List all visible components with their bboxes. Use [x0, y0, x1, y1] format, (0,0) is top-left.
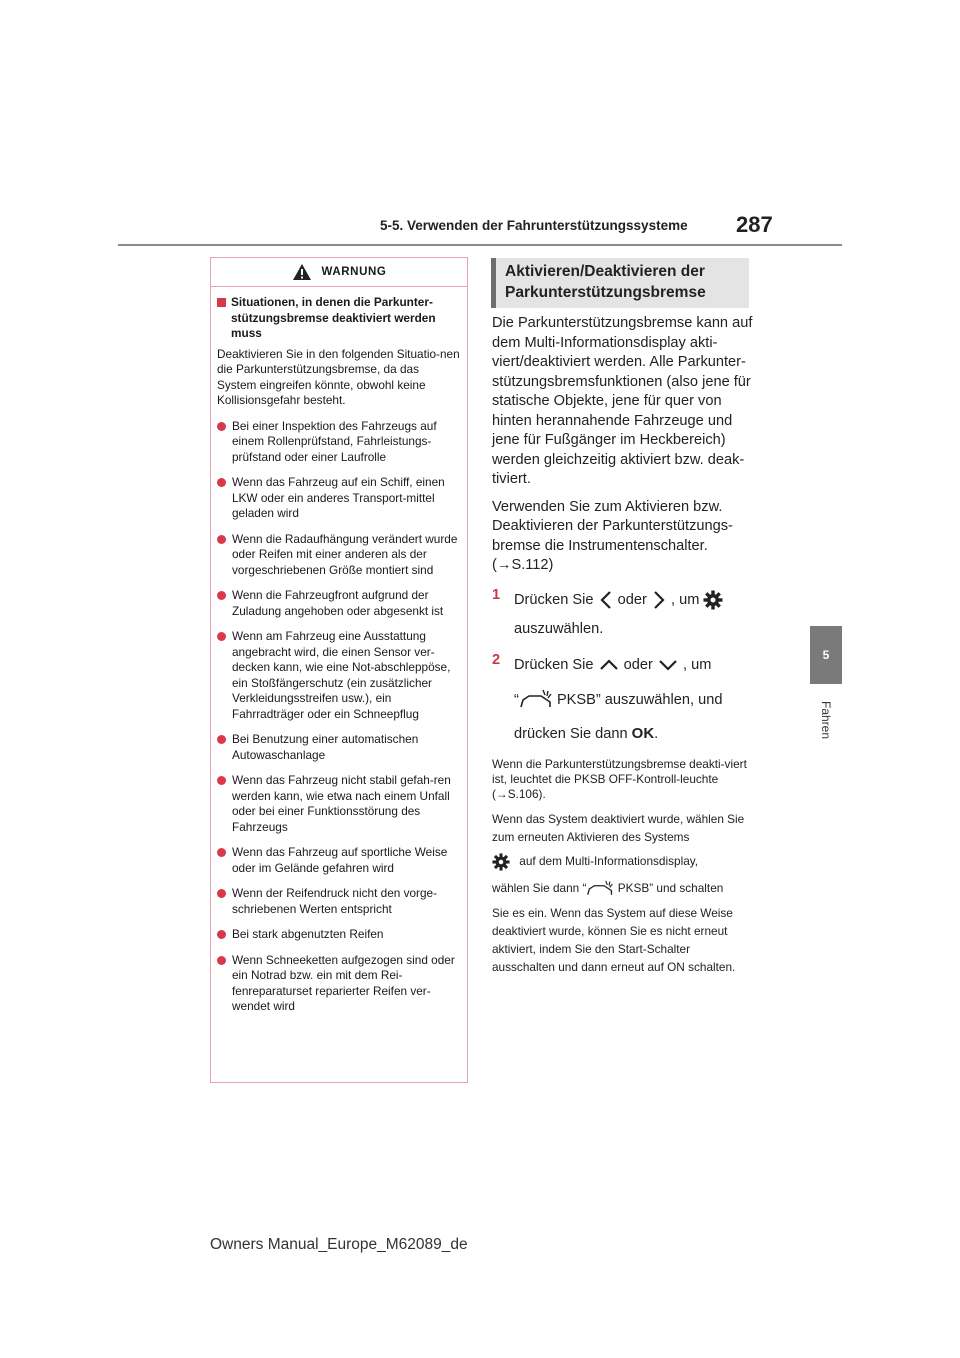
step-1	[492, 586, 754, 640]
section-heading: Aktivieren/Deaktivieren der Parkunterstützungsbremse	[491, 258, 749, 308]
step-text: .	[654, 726, 659, 742]
list-item-text: Wenn das Fahrzeug nicht stabil gefah-ren werden kann, wie etwa nach einem Unfall oder bei einer Funktionsstörung des Fahrzeugs	[232, 773, 451, 834]
step-2	[492, 651, 754, 747]
list-item-text: Wenn das Fahrzeug auf ein Schiff, einen LKW oder ein anderes Transport-mittel geladen wird	[232, 475, 445, 520]
list-item	[217, 886, 461, 917]
warning-header	[211, 258, 467, 287]
note: Wenn die Parkunterstützungsbremse deakti-viert ist, leuchtet die PKSB OFF-Kontroll-leuchte (→S.106).	[492, 757, 747, 801]
list-item	[217, 845, 461, 876]
bullet-icon	[217, 930, 226, 939]
list-item	[217, 927, 461, 943]
list-item-text: Wenn das Fahrzeug auf sportliche Weise oder im Gelände gefahren wird	[232, 845, 448, 875]
list-item-text: Wenn am Fahrzeug eine Ausstattung angebracht wird, die einen Sensor ver-decken kann, wie eine Not-abschleppöse, ein Stoßfängerschutz (ein zusätzlicher Verkleidungsstreifen usw.), ein Fahrradträger oder ein Schneepflug	[232, 629, 451, 721]
list-item-text: Wenn die Fahrzeugfront aufgrund der Zuladung angehoben oder abgesenkt ist	[232, 588, 444, 618]
square-bullet-icon	[217, 298, 226, 307]
note-text: wählen Sie dann “	[492, 880, 587, 895]
ok-icon: OK	[631, 725, 655, 742]
bullet-icon	[217, 632, 226, 641]
bullet-icon	[217, 776, 226, 785]
paragraph: Die Parkunterstützungsbremse kann auf dem Multi-Informationsdisplay akti-viert/deaktiviert werden. Alle Parkunter-stützungsbremsfunktionen (also jene für statische Objekte, jene für quer von hinten herannahende Fahrzeuge und jene für Fußgänger im Heckbereich) werden gleichzeitig aktiviert bzw. deak-tiviert.	[492, 315, 753, 487]
list-item	[217, 532, 461, 579]
warning-intro: Deaktivieren Sie in den folgenden Situatio-nen die Parkunterstützungsbremse, da das System eingreifen könnte, obwohl keine Kollisionsgefahr besteht.	[217, 346, 460, 407]
header-divider	[118, 244, 842, 246]
paragraph-text: Verwenden Sie zum Aktivieren bzw. Deaktivieren der Parkunterstützungs-bremse die Instrumentenschalter.	[492, 498, 733, 554]
bullet-icon	[217, 889, 226, 898]
step-text: oder	[617, 591, 647, 608]
list-item-text: Bei einer Inspektion des Fahrzeugs auf einem Rollenprüfstand, Fahrleistungs-prüfstand oder einer Laufrolle	[232, 418, 437, 464]
note-text: auf dem Multi-Informationsdisplay,	[519, 854, 699, 868]
list-item	[217, 629, 461, 722]
note-text: Sie es ein. Wenn das System auf diese Weise deaktiviert wurde, können Sie es nicht erneut aktiviert, indem Sie den Start-Schalter ausschalten und dann erneut auf ON schalten.	[492, 905, 736, 974]
list-item	[217, 953, 461, 1015]
warning-heading	[217, 295, 461, 342]
bullet-icon	[217, 535, 226, 544]
step-text: “	[514, 692, 519, 708]
note	[492, 810, 754, 976]
step-text: PKSB” auszuwählen, und	[556, 692, 723, 708]
list-item-text: Bei stark abgenutzten Reifen	[232, 927, 384, 941]
gear-icon	[492, 853, 510, 871]
chapter-label	[818, 690, 834, 750]
list-item	[217, 773, 461, 835]
note-text: Wenn das System deaktiviert wurde, wählen Sie zum erneuten Aktivieren des Systems	[492, 812, 745, 844]
list-item-text: Bei Benutzung einer automatischen Autowaschanlage	[232, 732, 419, 762]
page-number: 287	[736, 212, 773, 237]
step-text: , um	[670, 591, 700, 608]
list-item	[217, 732, 461, 763]
page-reference: (→S.112)	[492, 557, 554, 573]
car-pksb-icon	[586, 880, 614, 898]
chapter-label-text: Fahren	[819, 700, 833, 740]
step-number: 2	[492, 652, 501, 668]
warning-heading-text: Situationen, in denen die Parkunter-stützungsbremse deaktiviert werden muss	[231, 295, 436, 340]
warning-title: WARNUNG	[321, 266, 387, 278]
bullet-icon	[217, 848, 226, 857]
step-body	[514, 651, 754, 747]
step-text: Drücken Sie	[514, 657, 594, 673]
step-text: , um	[682, 657, 712, 673]
chevron-down-icon	[657, 657, 679, 673]
chapter-number: 5	[822, 648, 830, 662]
list-item	[217, 419, 461, 466]
note-text: PKSB” und schalten	[617, 880, 724, 895]
step-text: auszuwählen.	[514, 620, 604, 637]
step-body	[514, 586, 754, 640]
warning-body	[211, 287, 467, 1015]
list-item-text: Wenn Schneeketten aufgezogen sind oder ein Notrad bzw. ein mit dem Rei-fenreparaturset reparierter Reifen ver-wendet wird	[232, 952, 455, 1013]
step-text: oder	[623, 657, 653, 673]
list-item-text: Wenn die Radaufhängung verändert wurde oder Reifen mit einer anderen als der vorgeschriebenen Größe montiert sind	[232, 531, 458, 577]
bullet-icon	[217, 956, 226, 965]
warning-box	[210, 257, 468, 1083]
chapter-tab	[810, 626, 842, 684]
bullet-icon	[217, 591, 226, 600]
header-section-title: 5-5. Verwenden der Fahrunterstützungssysteme	[380, 218, 688, 233]
chevron-left-icon	[598, 589, 614, 611]
bullet-icon	[217, 422, 226, 431]
list-item-text: Wenn der Reifendruck nicht den vorge-schriebenen Werten entspricht	[232, 886, 438, 916]
car-pksb-icon	[519, 689, 553, 711]
footer-text: Owners Manual_Europe_M62089_de	[210, 1236, 468, 1253]
bullet-icon	[217, 478, 226, 487]
step-text: Drücken Sie	[514, 591, 594, 608]
step-text: drücken Sie dann	[514, 726, 628, 742]
paragraph	[492, 498, 754, 576]
chevron-up-icon	[598, 657, 620, 673]
gear-icon	[703, 590, 723, 610]
chevron-right-icon	[651, 589, 667, 611]
warning-triangle-icon	[292, 263, 312, 281]
section-content	[492, 314, 754, 976]
bullet-icon	[217, 735, 226, 744]
list-item	[217, 475, 461, 522]
step-number: 1	[492, 586, 501, 603]
list-item	[217, 588, 461, 619]
